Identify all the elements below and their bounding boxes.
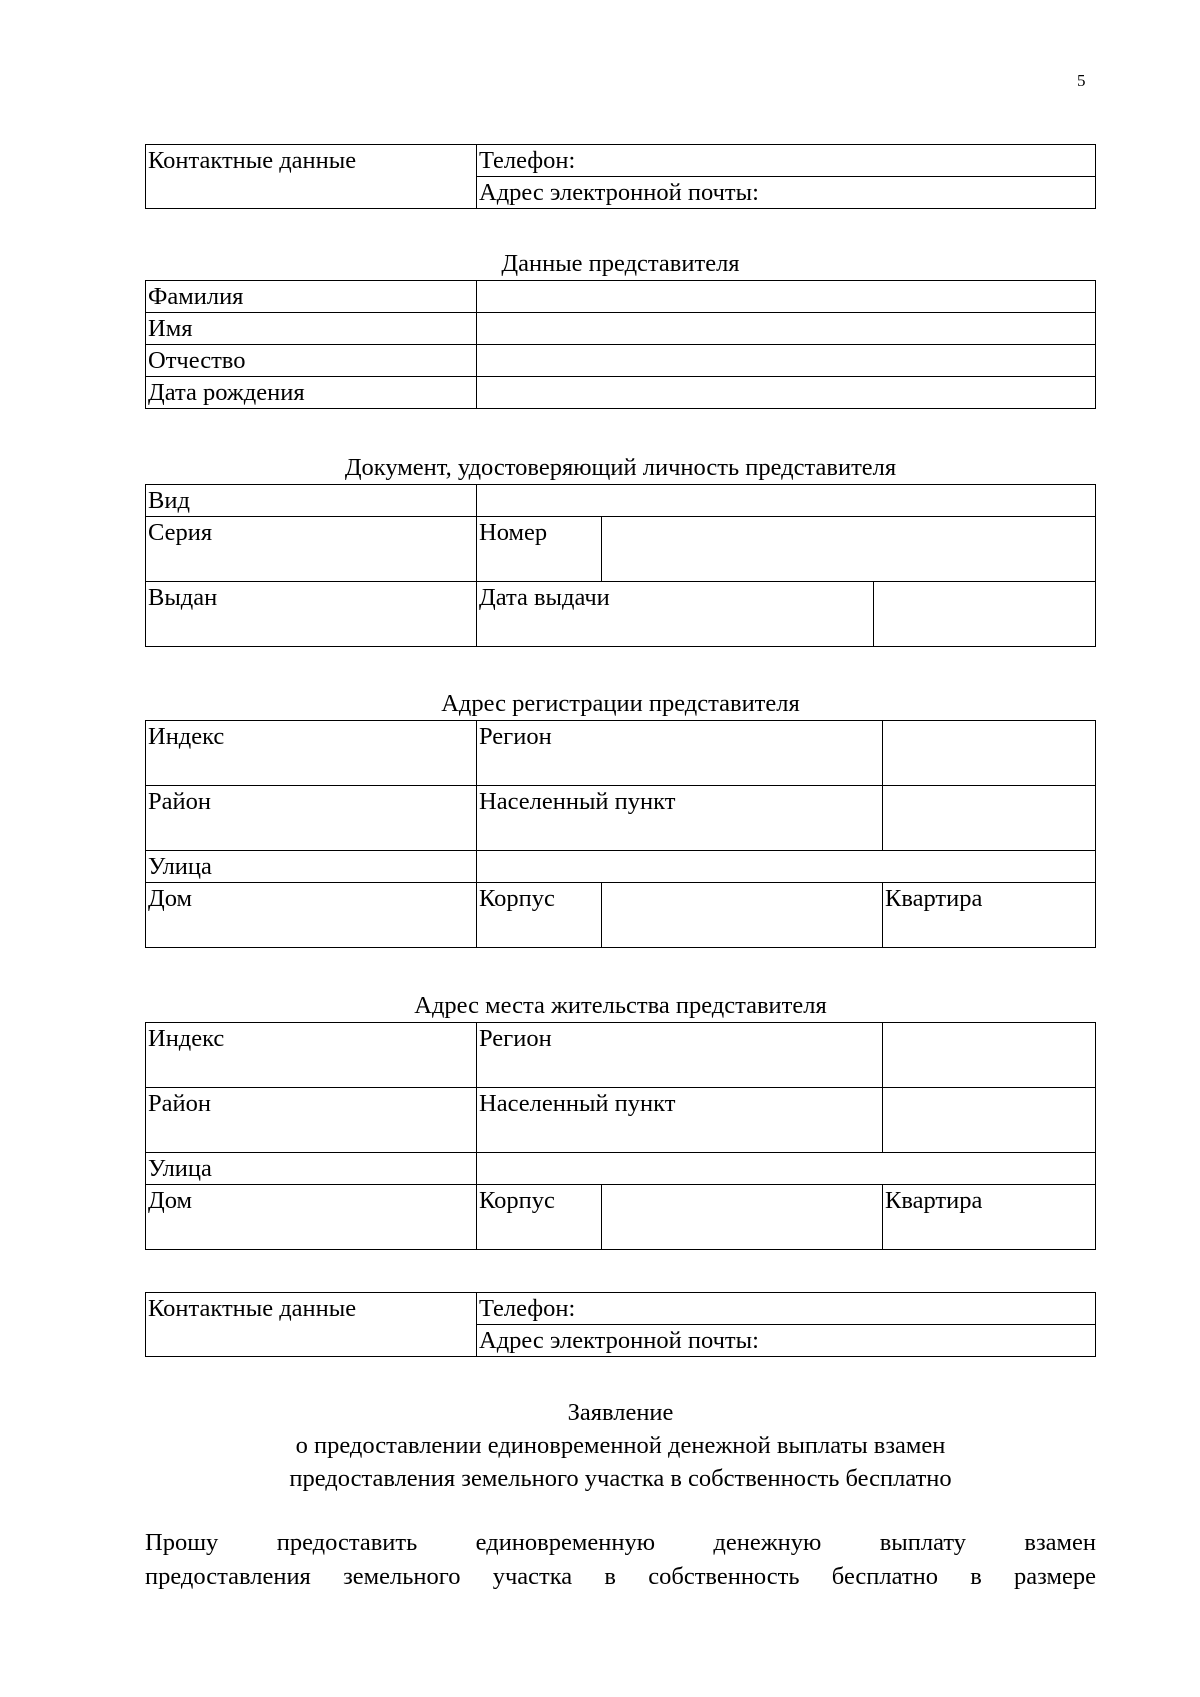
reg-region-field[interactable] (883, 721, 1096, 786)
patronymic-label: Отчество (146, 345, 477, 377)
name-field[interactable] (477, 313, 1096, 345)
res-locality-field[interactable] (883, 1088, 1096, 1153)
res-region-label: Регион (477, 1023, 883, 1088)
res-address-table (145, 1022, 1096, 1250)
rep-doc-caption: Документ, удостоверяющий личность представителя (344, 454, 897, 481)
page-number: 5 (1077, 71, 1086, 90)
res-index-field[interactable]: Индекс (146, 1023, 477, 1088)
doc-number-label: Номер (477, 517, 602, 582)
contacts-table-2 (145, 1292, 1096, 1357)
res-building-field[interactable] (602, 1185, 883, 1250)
contacts-label: Контактные данные (146, 1293, 477, 1357)
contacts-label: Контактные данные (146, 145, 477, 209)
statement-body-line2: предоставления земельного участка в собственность бесплатно в размере (145, 1563, 1096, 1590)
res-apartment-field[interactable]: Квартира (883, 1185, 1096, 1250)
reg-address-table (145, 720, 1096, 948)
phone-field[interactable]: Телефон: (477, 1293, 1096, 1325)
reg-index-field[interactable]: Индекс (146, 721, 477, 786)
doc-type-label: Вид (146, 485, 477, 517)
statement-title: Заявление (567, 1399, 674, 1426)
patronymic-field[interactable] (477, 345, 1096, 377)
reg-locality-field[interactable] (883, 786, 1096, 851)
surname-label: Фамилия (146, 281, 477, 313)
rep-data-table (145, 280, 1096, 409)
email-field[interactable]: Адрес электронной почты: (477, 1325, 1096, 1357)
reg-house-field[interactable]: Дом (146, 883, 477, 948)
res-house-field[interactable]: Дом (146, 1185, 477, 1250)
rep-doc-table (145, 484, 1096, 647)
res-building-label: Корпус (477, 1185, 602, 1250)
statement-body (145, 1526, 1096, 1594)
reg-region-label: Регион (477, 721, 883, 786)
name-label: Имя (146, 313, 477, 345)
statement-body-line1: Прошу предоставить единовременную денежную выплату взамен (145, 1529, 1096, 1556)
doc-issue-date-label: Дата выдачи (477, 582, 874, 647)
statement-subtitle-line1: о предоставлении единовременной денежной выплаты взамен (295, 1432, 946, 1459)
doc-issued-by-field[interactable]: Выдан (146, 582, 477, 647)
doc-issue-date-field[interactable] (874, 582, 1096, 647)
reg-street-field[interactable] (477, 851, 1096, 883)
contacts-table-1 (145, 144, 1096, 209)
reg-street-label: Улица (146, 851, 477, 883)
res-street-label: Улица (146, 1153, 477, 1185)
reg-apartment-field[interactable]: Квартира (883, 883, 1096, 948)
reg-locality-label: Населенный пункт (477, 786, 883, 851)
res-street-field[interactable] (477, 1153, 1096, 1185)
res-address-caption: Адрес места жительства представителя (414, 992, 827, 1019)
doc-series-field[interactable]: Серия (146, 517, 477, 582)
reg-district-field[interactable]: Район (146, 786, 477, 851)
birth-date-label: Дата рождения (146, 377, 477, 409)
reg-building-label: Корпус (477, 883, 602, 948)
email-field[interactable]: Адрес электронной почты: (477, 177, 1096, 209)
doc-number-field[interactable] (602, 517, 1096, 582)
phone-field[interactable]: Телефон: (477, 145, 1096, 177)
reg-address-caption: Адрес регистрации представителя (441, 690, 800, 717)
doc-type-field[interactable] (477, 485, 1096, 517)
rep-data-caption: Данные представителя (501, 250, 740, 277)
res-district-field[interactable]: Район (146, 1088, 477, 1153)
birth-date-field[interactable] (477, 377, 1096, 409)
statement-subtitle-line2: предоставления земельного участка в собственность бесплатно (289, 1465, 952, 1492)
reg-building-field[interactable] (602, 883, 883, 948)
res-locality-label: Населенный пункт (477, 1088, 883, 1153)
surname-field[interactable] (477, 281, 1096, 313)
res-region-field[interactable] (883, 1023, 1096, 1088)
